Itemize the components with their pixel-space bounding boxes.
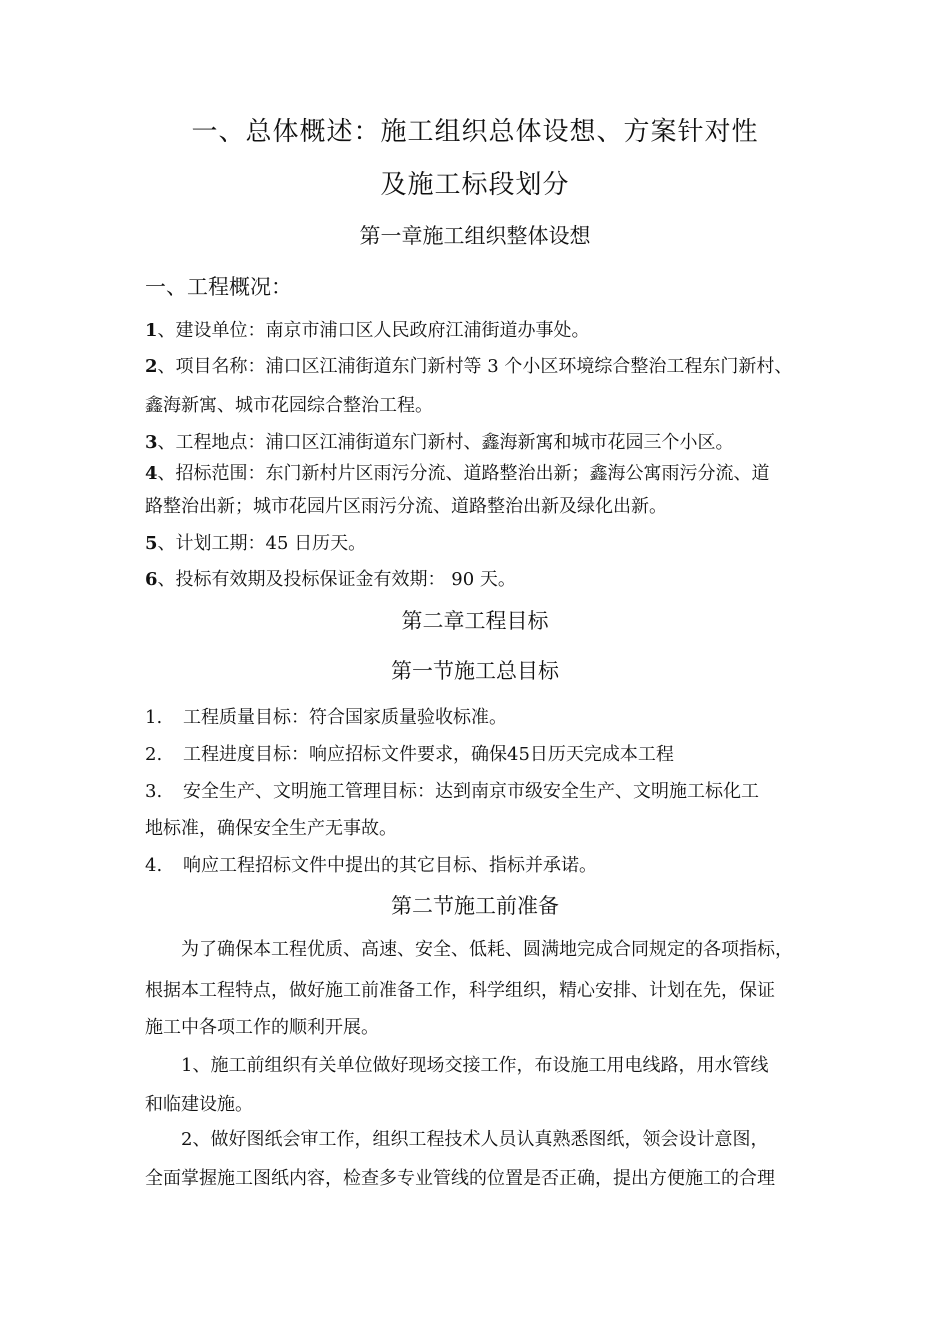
paragraph-line-2: 根据本工程特点，做好施工前准备工作，科学组织，精心安排、计划在先，保证	[145, 980, 775, 1001]
goal-item-3-cont	[145, 820, 397, 838]
item-text: 工程进度目标：响应招标文件要求，确保45日历天完成本工程	[183, 744, 674, 765]
paragraph-line-1: 为了确保本工程优质、高速、安全、低耗、圆满地完成合同规定的各项指标，	[145, 939, 793, 960]
item-number: 6	[145, 569, 158, 590]
item-number: 1	[145, 320, 158, 341]
paragraph-line-6: 2、做好图纸会审工作，组织工程技术人员认真熟悉图纸，领会设计意图，	[145, 1129, 769, 1150]
item-number: 2	[145, 356, 158, 377]
section-heading-2: 第二节施工前准备	[391, 894, 559, 918]
item-text: 、投标有效期及投标保证金有效期： 90 天。	[157, 569, 516, 590]
paragraph-line-3: 施工中各项工作的顺利开展。	[145, 1017, 379, 1038]
section-heading-1: 第一节施工总目标	[391, 659, 559, 683]
item-number: 3	[145, 432, 158, 453]
item-text: 、项目名称：浦口区江浦街道东门新村等 3 个小区环境综合整治工程东门新村、	[157, 356, 793, 377]
goal-item-2	[145, 746, 674, 764]
item-text: 、建设单位：南京市浦口区人民政府江浦街道办事处。	[157, 320, 590, 341]
overview-item-1	[145, 322, 590, 340]
item-number: 4.	[145, 855, 163, 876]
item-number: 2.	[145, 744, 163, 765]
goal-item-1	[145, 709, 507, 727]
goal-item-4	[145, 857, 597, 875]
document-title-line-1: 一、总体概述：施工组织总体设想、方案针对性	[191, 117, 759, 147]
chapter-heading-2: 第二章工程目标	[401, 609, 549, 633]
overview-item-2-cont	[145, 397, 433, 415]
overview-item-4	[145, 465, 770, 483]
item-text: 鑫海新寓、城市花园综合整治工程。	[145, 395, 433, 416]
paragraph-line-4: 1、施工前组织有关单位做好现场交接工作，布设施工用电线路，用水管线	[145, 1055, 769, 1076]
item-text: 工程质量目标：符合国家质量验收标准。	[183, 707, 507, 728]
item-number: 3.	[145, 781, 163, 802]
overview-item-6	[145, 571, 516, 589]
item-text: 响应工程招标文件中提出的其它目标、指标并承诺。	[183, 855, 597, 876]
paragraph-line-5: 和临建设施。	[145, 1094, 253, 1115]
paragraph-line-7: 全面掌握施工图纸内容，检查多专业管线的位置是否正确，提出方便施工的合理	[145, 1168, 775, 1189]
chapter-heading-1: 第一章施工组织整体设想	[359, 224, 591, 248]
item-text: 路整治出新；城市花园片区雨污分流、道路整治出新及绿化出新。	[145, 496, 667, 517]
document-title-line-2: 及施工标段划分	[380, 170, 570, 200]
item-number: 1.	[145, 707, 163, 728]
overview-item-4-cont	[145, 498, 667, 516]
item-text: 安全生产、文明施工管理目标：达到南京市级安全生产、文明施工标化工	[183, 781, 759, 802]
item-text: 、招标范围：东门新村片区雨污分流、道路整治出新；鑫海公寓雨污分流、道	[157, 463, 770, 484]
item-text: 、计划工期：45 日历天。	[157, 533, 367, 554]
item-number: 4	[145, 463, 158, 484]
item-number: 5	[145, 533, 158, 554]
goal-item-3	[145, 783, 759, 801]
section-heading-overview: 一、工程概况：	[145, 275, 292, 299]
overview-item-3	[145, 434, 734, 452]
overview-item-2	[145, 358, 792, 376]
item-text: 地标准，确保安全生产无事故。	[145, 818, 397, 839]
overview-item-5	[145, 535, 366, 553]
item-text: 、工程地点：浦口区江浦街道东门新村、鑫海新寓和城市花园三个小区。	[157, 432, 734, 453]
